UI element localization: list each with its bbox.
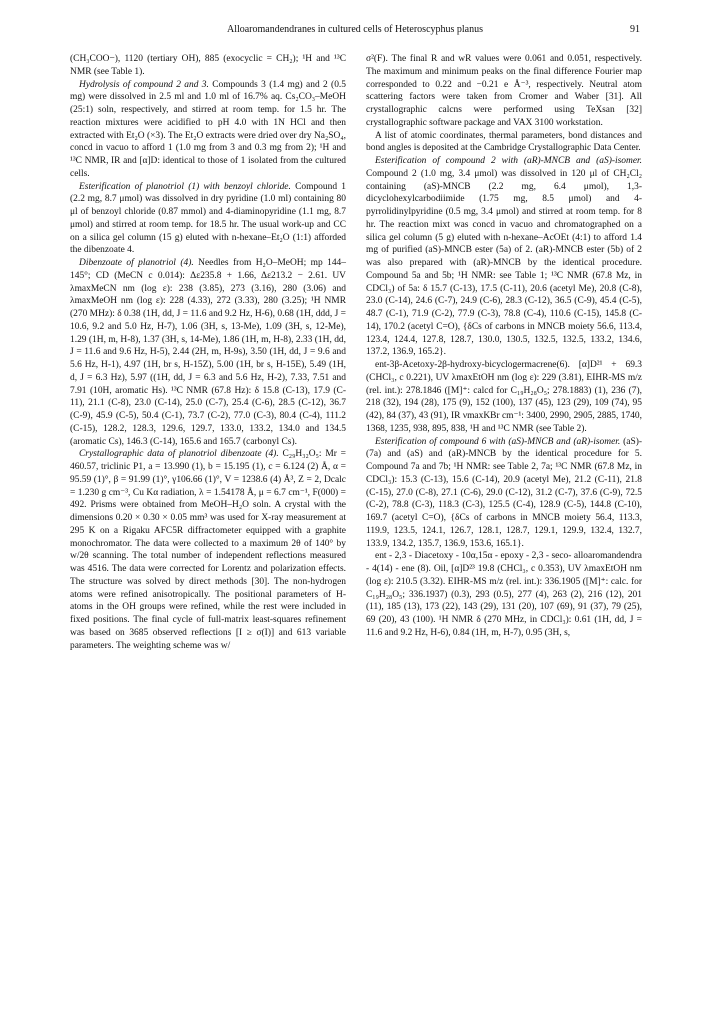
paragraph: A list of atomic coordinates, thermal parameters, bond distances and bond angles is deposited at the Cambridge Crystallographic Data Center. — [366, 130, 642, 154]
right-column — [366, 53, 642, 640]
paragraph: Crystallographic data of planotriol dibenzoate (4). C₂₉H₃₂O₅: Mr = 460.57, triclinic P1, a = 13.990 (1), b = 15.195 (1), c = 6.124 (2) Å, α = 95.59 (1)°, β = 91.99 (1)°, γ106.66 (1)°, V = 1238.6 (4) Å³, Z = 2, Dcalc = 1.230 g cm⁻³, Cu Kα radiation, λ = 1.54178 Å, μ = 6.7 cm⁻¹, F(000) = 492. Prisms were obtained from MeOH–H₂O soln. A crystal with the dimensions 0.20 × 0.30 × 0.05 mm³ was used for X-ray measurement at 295 K on a Rigaku AFC5R diffractometer equipped with a graphite monochromator. The data were collected to a maximum 2θ of 140° by w/2θ scanning. The total number of independent reflections measured was 4516. The data were corrected for Lorentz and polarization effects. The structure was solved by direct methods [30]. The non-hydrogen atoms were refined anisotropically. The positional parameters of H-atoms in the OH groups were refined, while the rest were included in fixed positions. The final cycle of full-matrix least-squares refinement was based on 3685 observed reflections [I ≥ σ(I)] and 613 variable parameters. The weighting scheme was w/ — [70, 449, 347, 651]
section-heading: Esterification of compound 6 with (aS)-MNCB and (aR)-isomer. — [375, 436, 621, 447]
paragraph: Hydrolysis of compound 2 and 3. Compounds 3 (1.4 mg) and 2 (0.5 mg) were dissolved in 2.5 ml and 1.0 ml of 16.7% aq. Cs₂CO₃–MeOH (25:1) soln, respectively, and stirred at room temp. for 1.5 hr. The reaction mixtures were acidified to pH 4.0 with 1N HCl and then extracted with Et₂O (×3). The Et₂O extracts were dried over dry Na₂SO₄, concd in vacuo to afford 1 (1.0 mg from 3 and 0.3 mg from 2); ¹H and ¹³C NMR, IR and [α]D: identical to those of 1 isolated from the cultured cells. — [70, 79, 346, 179]
running-title: Alloaromandendranes in cultured cells of Heteroscyphus planus — [226, 24, 484, 35]
section-heading: Esterification of compound 2 with (aR)-MNCB and (aS)-isomer. — [375, 156, 642, 166]
section-heading: Hydrolysis of compound 2 and 3. — [79, 79, 209, 90]
page-number: 91 — [630, 24, 640, 35]
paragraph: (CH₃COO−), 1120 (tertiary OH), 885 (exocyclic = CH₂); ¹H and ¹³C NMR (see Table 1). — [70, 54, 346, 77]
section-heading: Crystallographic data of planotriol dibenzoate (4). — [79, 449, 279, 460]
paragraph: Esterification of compound 2 with (aR)-MNCB and (aS)-isomer. Compound 2 (1.0 mg, 3.4 μmol) was dissolved in 120 μl of CH₂Cl₂ containing (aS)-MNCB (2.2 mg, 6.4 μmol), 1,3-dicyclohexylcarbodiimide (1.75 mg, 8.5 μmol) and 4-pyrrolidinylpyridine (0.5 mg, 3.4 μmol) and stirred at room temp. for 8 hr. The reaction mixt was concd in vacuo and chromatographed on a silica gel column (5 g) eluted with n-hexane–AcOEt (4:1) to afford 1.4 mg of purified (aS)-MNCB ester (5a) of 2. (aR)-MNCB ester (5b) of 2 was also prepared with (aR)-MNCB by the identical procedure. Compound 5a and 5b; ¹H NMR: see Table 1; ¹³C NMR (67.8 Mz, in CDCl₃) of 5a: δ 15.7 (C-13), 17.5 (C-11), 20.6 (acetyl Me), 20.8 (C-8), 23.0 (C-14), 24.6 (C-7), 24.9 (C-6), 28.3 (C-12), 36.5 (C-9), 45.4 (C-5), 48.7 (C-1), 71.9 (C-2), 77.9 (C-3), 78.8 (C-4), 110.6 (C-15), 145.8 (C-14), 170.2 (acetyl C=O), {δCs of carbons in MNCB moiety 56.6, 113.4, 123.4, 124.4, 127.8, 128.7, 130.0, 130.5, 132.5, 132.5, 133.2, 134.6, 137.2, 136.9, 165.2}. — [366, 156, 642, 358]
paragraph: σ²(F). The final R and wR values were 0.061 and 0.051, respectively. The maximum and minimum peaks on the final difference Fourier map corresponded to 0.22 and −0.21 e Å⁻³, respectively. Neutral atom scattering factors were taken from Cromer and Waber [31]. All crystallographic calcns were performed using TeXsan [32] crystallographic software package and VAX 3100 workstation. — [366, 54, 642, 128]
section-heading: Esterification of planotriol (1) with benzoyl chloride. — [79, 181, 291, 192]
paragraph: Esterification of planotriol (1) with benzoyl chloride. Compound 1 (2.2 mg, 8.7 μmol) was dissolved in dry pyridine (1.0 ml) containing 80 μl of benzoyl chloride (0.87 mmol) and 4-diaminopyridine (1.1 mg, 8.7 μmol) and stirred at room temp. for 18.5 hr. The usual work-up and CC on a silica gel column (15 g) eluted with n-hexane–Et₂O (1:1) afforded the dibenzoate 4. — [70, 181, 346, 256]
paragraph: ent - 2,3 - Diacetoxy - 10α,15α - epoxy - 2,3 - seco- alloaromandendra - 4(14) - ene (8). Oil, [α]D²³ 19.8 (CHCl₃, c 0.353), UV λmaxEtOH nm (log ε): 210.5 (3.32). EIHR-MS m/z (rel. int.): 336.1905 ([M]⁺: calc. for C₁₉H₂₈O₅; 336.1937) (0.3), 293 (0.5), 277 (4), 263 (2), 216 (12), 201 (11), 185 (13), 173 (22), 143 (29), 131 (20), 107 (69), 91 (37), 79 (25), 69 (20), 43 (100). ¹H NMR δ (270 MHz, in CDCl₃): 0.61 (1H, dd, J = 11.6 and 9.2 Hz, H-6), 0.84 (1H, m, H-7), 0.95 (3H, s, — [366, 551, 642, 638]
paragraph: Esterification of compound 6 with (aS)-MNCB and (aR)-isomer. (aS)- (7a) and (aS) and (aR)-MNCB by the identical procedure for 5. Compound 7a and 7b; ¹H NMR: see Table 2, 7a; ¹³C NMR (67.8 Mz, in CDCl₃): 15.3 (C-13), 15.6 (C-14), 20.9 (acetyl Me), 21.2 (C-11), 21.8 (C-15), 27.0 (C-8), 27.1 (C-6), 29.0 (C-12), 31.2 (C-7), 37.6 (C-9), 72.5 (C-2), 78.8 (C-3), 118.3 (C-3), 125.5 (C-4), 128.9 (C-5), 144.8 (C-10), 169.7 (acetyl C=O), {δCs of carbons in MNCB moiety 56.4, 113.3, 119.9, 123.5, 124.1, 126.7, 128.1, 128.7, 129.1, 129.9, 132.4, 132.7, 133.9, 134.2, 135.7, 136.9, 153.6, 165.1}. — [366, 436, 642, 549]
left-column — [70, 53, 346, 652]
page-header — [70, 23, 640, 37]
section-heading: Dibenzoate of planotriol (4). — [79, 258, 194, 268]
paragraph: Dibenzoate of planotriol (4). Needles from H₂O–MeOH; mp 144–145°; CD (MeCN c 0.014): Δε235.8 + 1.66, Δε213.2 − 2.61. UV λmaxMeCN nm (log ε): 238 (3.85), 273 (3.16), 280 (3.06) and λmaxMeOH nm (log ε): 228 (4.33), 272 (3.33), 280 (3.25); ¹H NMR (270 MHz): δ 0.38 (1H, dd, J = 11.6 and 9.2 Hz, H-6), 0.68 (1H, ddd, J = 10.6, 9.2 and 5.0 Hz, H-7), 1.06 (3H, s, 13-Me), 1.09 (3H, s, 12-Me), 1.29 (1H, m, H-8), 1.37 (3H, s, 14-Me), 1.86 (1H, m, H-8), 2.33 (1H, dd, J = 11.6 and 9.6 Hz, H-5), 2.44 (2H, m, H-9s), 3.50 (1H, dd, J = 9.6 and 5.6 Hz, H-1), 4.97 (1H, br s, H-15Z), 5.00 (1H, br s, H-15E), 5.49 (1H, d, J = 6.3 Hz), 5.97 ((1H, dd, J = 6.3 and 5.6 Hz, H-2), 7.33, 7.51 and 7.91 (10H, aromatic Hs). ¹³C NMR (67.8 Hz): δ 15.8 (C-13), 17.9 (C-11), 21.1 (C-8), 23.0 (C-14), 25.0 (C-7), 25.4 (C-6), 28.5 (C-12), 36.7 (C-9), 45.9 (C-5), 50.4 (C-1), 73.7 (C-2), 77.0 (C-3), 80.4 (C-4), 111.2 (C-15), 128.2, 128.3, 129.6, 129.7, 133.0, 133.2, 134.0 and 134.5 (aromatic Cs), 146.3 (C-14), 165.6 and 165.7 (carbonyl Cs). — [70, 258, 346, 447]
paragraph: ent-3β-Acetoxy-2β-hydroxy-bicyclogermacrene(6). [α]D²¹ + 69.3 (CHCl₃, c 0.221), UV λmaxEtOH nm (log ε): 229 (3.81), EIHR-MS m/z (rel. int.): 278.1846 ([M]⁺: calcd for C₁₉H₂₈O₅; 278.1883) (1), 236 (7), 218 (32), 194 (28), 175 (9), 152 (100), 137 (45), 123 (29), 109 (74), 95 (42), 84 (37), 43 (91), IR νmaxKBr cm⁻¹: 3400, 2990, 2905, 2885, 1740, 1368, 1235, 938, 895, 838, ¹H and ¹³C NMR (see Table 2). — [366, 360, 642, 434]
